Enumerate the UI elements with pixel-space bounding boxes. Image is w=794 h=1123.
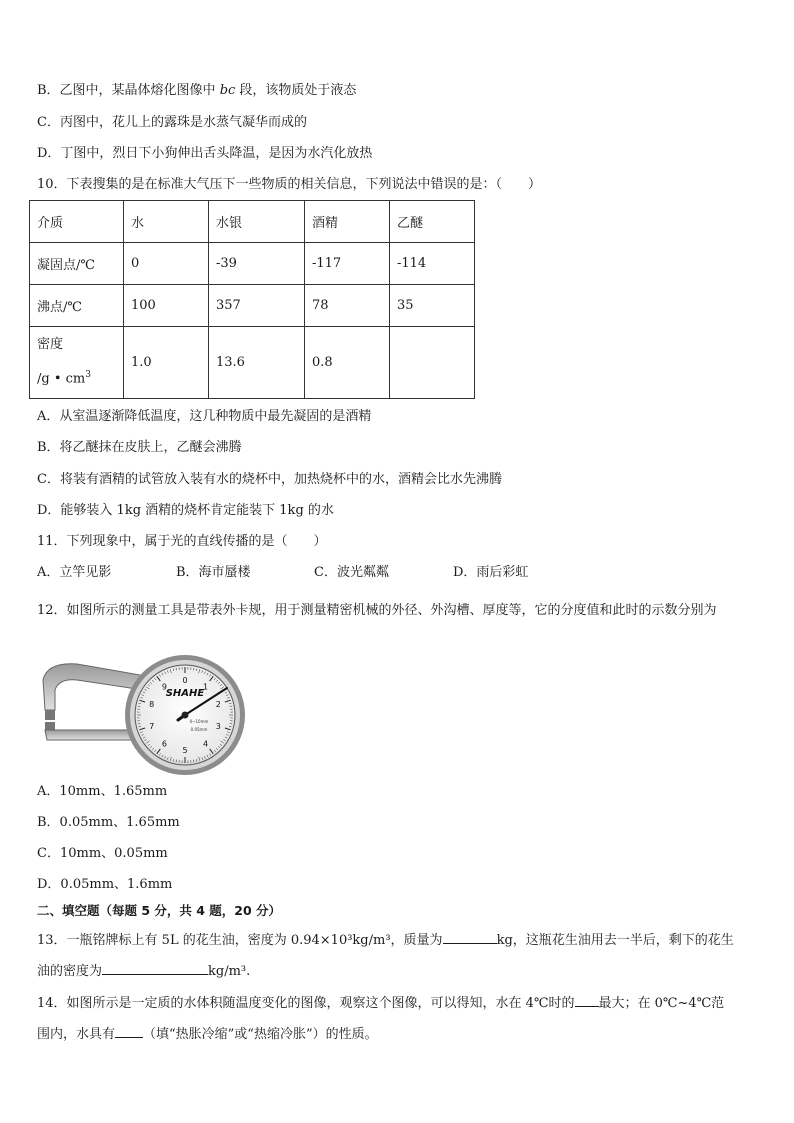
dial-number: 0: [182, 676, 188, 685]
table-row-density: [30, 327, 475, 399]
dial-number: 3: [215, 721, 221, 731]
dial-number: 9: [161, 682, 167, 692]
table-cell: 35: [390, 285, 475, 327]
dial-range-text: 0~10mm: [189, 719, 209, 724]
dial-number: 6: [161, 739, 167, 749]
table-header-cell: 酒精: [305, 201, 390, 243]
q12-stem: 12．如图所示的测量工具是带表外卡规，用于测量精密机械的外径、外沟槽、厚度等，它的分度值和此时的示数分别为: [37, 603, 717, 618]
dial-brand: SHAHE: [165, 688, 205, 699]
table-header-cell: 水: [124, 201, 209, 243]
dial-number: 8: [149, 700, 155, 710]
table-header-cell: 水银: [209, 201, 305, 243]
q14-text-4: （填“热胀冷缩”或“热缩冷胀”）的性质。: [143, 1027, 378, 1042]
table-header-row: [30, 201, 475, 243]
q14-line1: [37, 992, 724, 1013]
table-cell: 1.0: [124, 327, 209, 399]
q11-option-a: A．立竿见影: [37, 565, 112, 580]
table-cell: 0.8: [305, 327, 390, 399]
density-label-line1: 密度: [37, 337, 64, 353]
q9-option-b-suffix: 段，该物质处于液态: [235, 83, 357, 98]
q12-option-a: A．10mm、1.65mm: [37, 784, 168, 799]
q10-option-b: B．将乙醚抹在皮肤上，乙醚会沸腾: [37, 440, 242, 455]
q9-option-b: [37, 82, 356, 100]
q14-line2: [37, 1023, 378, 1044]
table-cell: -117: [305, 243, 390, 285]
table-header-cell: 介质: [30, 201, 124, 243]
density-unit-sup: 3: [85, 370, 91, 381]
q12-option-c: C．10mm、0.05mm: [37, 846, 168, 861]
dial-pivot: [182, 712, 189, 719]
table-cell: [390, 327, 475, 399]
q14-text-2: 最大；在 0℃~4℃范: [598, 996, 725, 1011]
q13-blank-density[interactable]: [102, 960, 208, 975]
table-cell: 沸点/℃: [30, 285, 124, 327]
q11-option-b: B．海市蜃楼: [176, 565, 251, 580]
table-cell: -39: [209, 243, 305, 285]
q10-option-d: D．能够装入 1kg 酒精的烧杯肯定能装下 1kg 的水: [37, 503, 334, 518]
density-unit: /g • cm: [37, 371, 86, 387]
table-cell: 357: [209, 285, 305, 327]
dial-number: 5: [182, 746, 188, 755]
table-cell: 凝固点/℃: [30, 243, 124, 285]
q13-text-2: kg，这瓶花生油用去一半后，剩下的花生: [496, 933, 734, 948]
q14-text-1: 14．如图所示是一定质的水体积随温度变化的图像，观察这个图像，可以得知，水在 4℃时的: [37, 996, 575, 1011]
q12-option-d: D．0.05mm、1.6mm: [37, 877, 173, 892]
q13-blank-mass[interactable]: [443, 929, 497, 944]
table-cell-density-label: [30, 327, 124, 399]
q9-option-d: D．丁图中，烈日下小狗伸出舌头降温，是因为水汽化放热: [37, 146, 373, 161]
table-cell: 78: [305, 285, 390, 327]
q9-option-c: C．丙图中，花儿上的露珠是水蒸气凝华而成的: [37, 115, 307, 130]
table-cell: 13.6: [209, 327, 305, 399]
dial-resolution-text: 0.05mm: [190, 727, 208, 732]
section-heading-fill-in: 二、填空题（每题 5 分，共 4 题，20 分）: [37, 903, 282, 918]
q11-option-d: D．雨后彩虹: [453, 565, 529, 580]
table-cell: 100: [124, 285, 209, 327]
q10-stem: 10．下表搜集的是在标准大气压下一些物质的相关信息，下列说法中错误的是：（ ）: [37, 177, 542, 192]
table-row-freezing-point: [30, 243, 475, 285]
q10-data-table: [29, 200, 475, 399]
dial-number: 1: [203, 682, 209, 692]
density-label-line2: [37, 360, 123, 394]
dial-number: 7: [149, 721, 155, 731]
q14-blank-max[interactable]: [575, 992, 599, 1007]
q9-option-b-italic: bc: [219, 83, 236, 98]
dial-number: 2: [215, 700, 221, 710]
q13-text-4: kg/m³.: [208, 964, 251, 979]
table-row-boiling-point: [30, 285, 475, 327]
dial-number: 4: [203, 739, 209, 749]
q13-text-1: 13．一瓶铭牌标上有 5L 的花生油，密度为 0.94×10³kg/m³，质量为: [37, 933, 443, 948]
q10-option-c: C．将装有酒精的试管放入装有水的烧杯中，加热烧杯中的水，酒精会比水先沸腾: [37, 472, 502, 487]
q13-line1: [37, 929, 734, 950]
q13-line2: [37, 960, 250, 981]
q12-option-b: B．0.05mm、1.65mm: [37, 815, 180, 830]
dial-caliper-image: [37, 652, 252, 777]
q11-stem: 11．下列现象中，属于光的直线传播的是（ ）: [37, 534, 327, 549]
table-cell: 0: [124, 243, 209, 285]
table-cell: -114: [390, 243, 475, 285]
table-header-cell: 乙醚: [390, 201, 475, 243]
q11-option-c: C．波光粼粼: [314, 565, 389, 580]
q13-text-3: 油的密度为: [37, 964, 103, 979]
q10-option-a: A．从室温逐渐降低温度，这几种物质中最先凝固的是酒精: [37, 409, 372, 424]
q14-blank-property[interactable]: [115, 1023, 143, 1038]
q14-text-3: 围内，水具有: [37, 1027, 116, 1042]
q9-option-b-prefix: B．乙图中，某晶体熔化图像中: [37, 83, 220, 98]
